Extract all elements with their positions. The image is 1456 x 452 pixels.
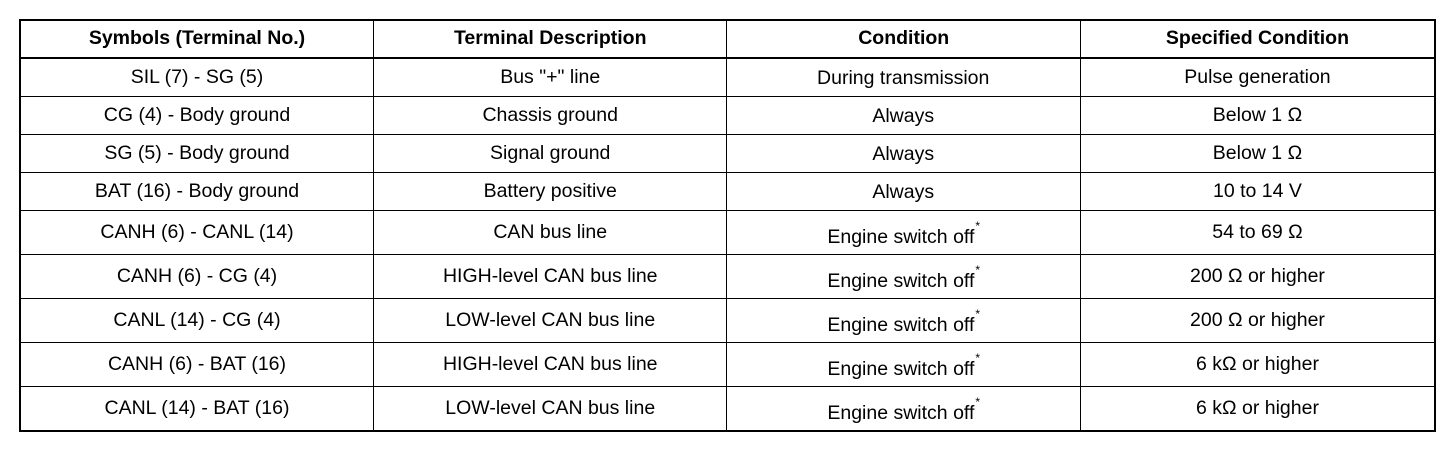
cell-condition — [727, 58, 1080, 97]
cell-symbols: CG (4) - Body ground — [20, 97, 373, 135]
condition-text: Always — [872, 143, 935, 166]
cell-specified-condition: 6 kΩ or higher — [1080, 343, 1435, 387]
cell-symbols: CANL (14) - CG (4) — [20, 299, 373, 343]
cell-specified-condition: 54 to 69 Ω — [1080, 211, 1435, 255]
table-row — [20, 135, 1435, 173]
cell-condition — [727, 97, 1080, 135]
cell-symbols: CANH (6) - CG (4) — [20, 255, 373, 299]
footnote-asterisk: * — [975, 219, 981, 234]
table-row — [20, 343, 1435, 387]
header-condition: Condition — [727, 20, 1080, 58]
cell-symbols: SG (5) - Body ground — [20, 135, 373, 173]
cell-symbols: BAT (16) - Body ground — [20, 173, 373, 211]
cell-terminal-description: Bus "+" line — [373, 58, 726, 97]
cell-condition — [727, 387, 1080, 432]
table-header-row — [20, 20, 1435, 58]
cell-condition — [727, 343, 1080, 387]
cell-specified-condition: 6 kΩ or higher — [1080, 387, 1435, 432]
cell-specified-condition: Below 1 Ω — [1080, 97, 1435, 135]
condition-text: During transmission — [817, 67, 990, 90]
cell-specified-condition: Below 1 Ω — [1080, 135, 1435, 173]
header-symbols: Symbols (Terminal No.) — [20, 20, 373, 58]
table-row — [20, 211, 1435, 255]
cell-terminal-description: LOW-level CAN bus line — [373, 387, 726, 432]
cell-specified-condition: 200 Ω or higher — [1080, 255, 1435, 299]
cell-terminal-description: Chassis ground — [373, 97, 726, 135]
table-row — [20, 97, 1435, 135]
cell-condition — [727, 211, 1080, 255]
condition-text: Engine switch off — [827, 314, 975, 337]
cell-terminal-description: CAN bus line — [373, 211, 726, 255]
header-terminal-description: Terminal Description — [373, 20, 726, 58]
condition-text: Engine switch off — [827, 226, 975, 249]
table-row — [20, 387, 1435, 432]
cell-symbols: SIL (7) - SG (5) — [20, 58, 373, 97]
table-row — [20, 58, 1435, 97]
cell-specified-condition: Pulse generation — [1080, 58, 1435, 97]
cell-terminal-description: Battery positive — [373, 173, 726, 211]
cell-terminal-description: Signal ground — [373, 135, 726, 173]
table-row — [20, 255, 1435, 299]
footnote-asterisk: * — [975, 395, 981, 410]
cell-condition — [727, 135, 1080, 173]
condition-text: Engine switch off — [827, 358, 975, 381]
condition-text: Engine switch off — [827, 402, 975, 425]
condition-text: Engine switch off — [827, 270, 975, 293]
cell-terminal-description: LOW-level CAN bus line — [373, 299, 726, 343]
cell-condition — [727, 255, 1080, 299]
footnote-asterisk: * — [975, 263, 981, 278]
cell-specified-condition: 10 to 14 V — [1080, 173, 1435, 211]
condition-text: Always — [872, 181, 935, 204]
header-specified-condition: Specified Condition — [1080, 20, 1435, 58]
cell-condition — [727, 173, 1080, 211]
condition-text: Always — [872, 105, 935, 128]
footnote-asterisk: * — [975, 351, 981, 366]
cell-symbols: CANH (6) - BAT (16) — [20, 343, 373, 387]
cell-condition — [727, 299, 1080, 343]
cell-symbols: CANL (14) - BAT (16) — [20, 387, 373, 432]
cell-specified-condition: 200 Ω or higher — [1080, 299, 1435, 343]
footnote-asterisk: * — [975, 307, 981, 322]
table-row — [20, 299, 1435, 343]
table-row — [20, 173, 1435, 211]
terminal-spec-table — [19, 19, 1436, 432]
cell-symbols: CANH (6) - CANL (14) — [20, 211, 373, 255]
cell-terminal-description: HIGH-level CAN bus line — [373, 255, 726, 299]
cell-terminal-description: HIGH-level CAN bus line — [373, 343, 726, 387]
